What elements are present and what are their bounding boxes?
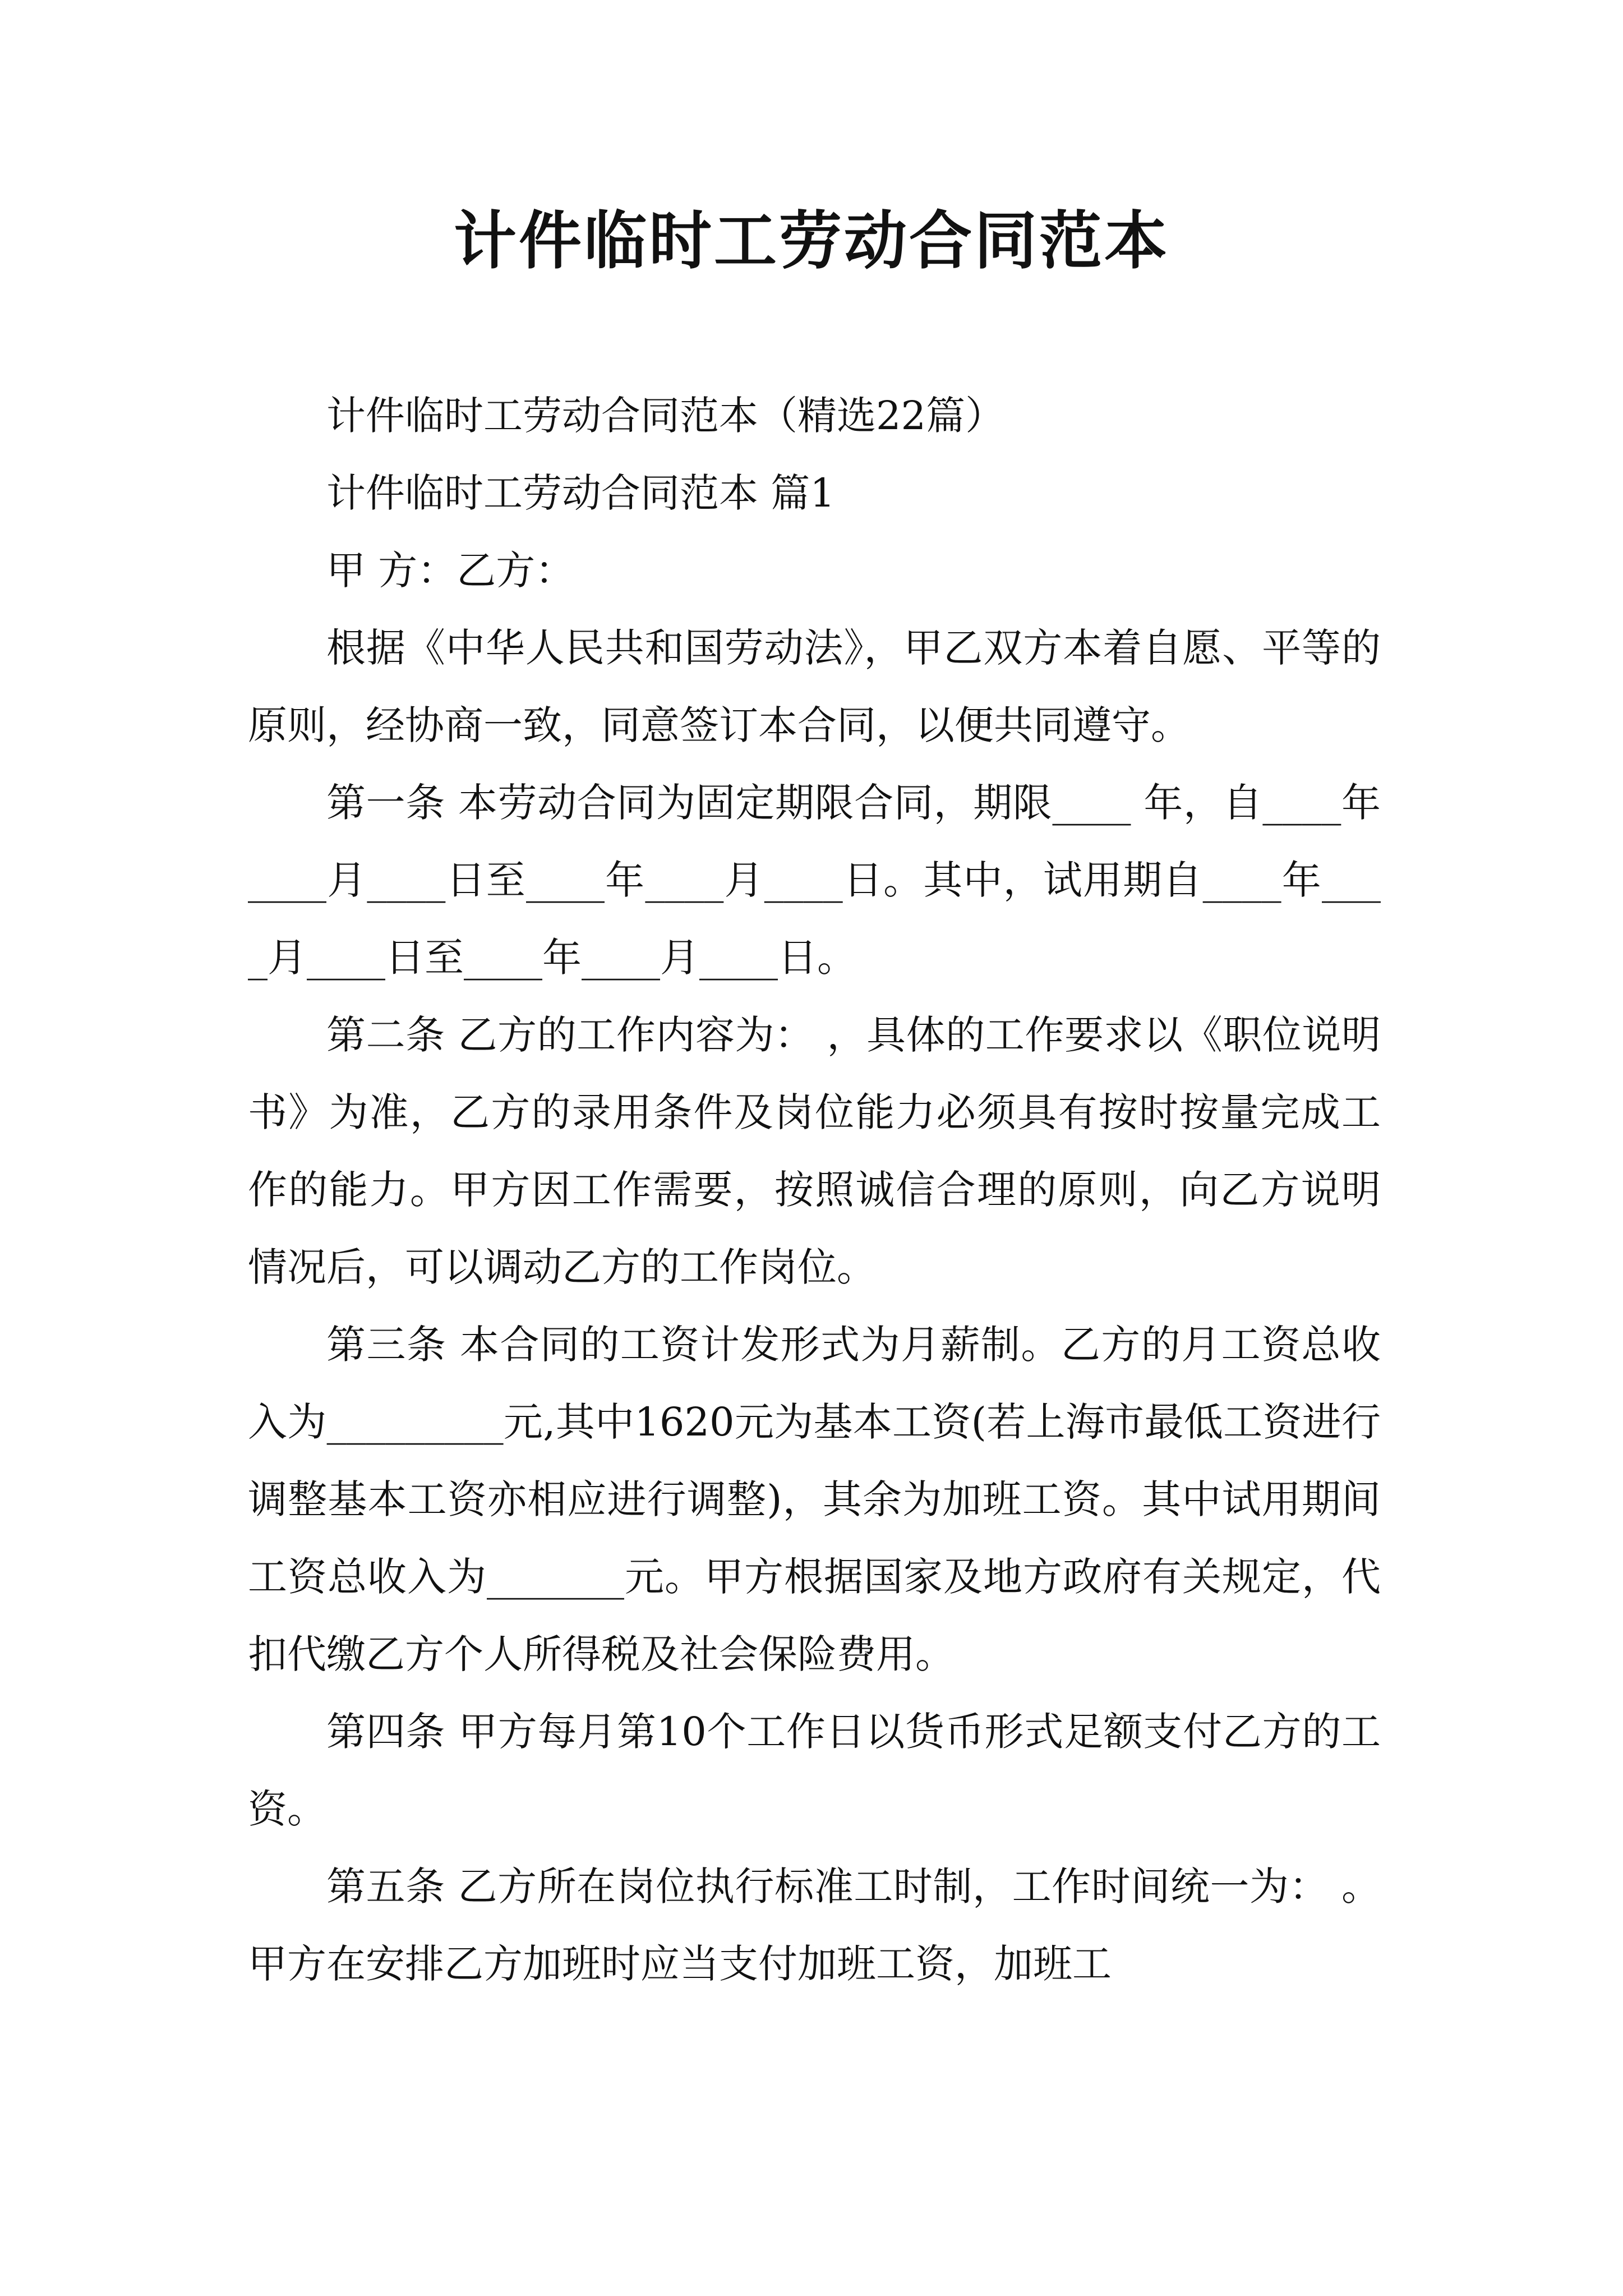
- article-1: 第一条 本劳动合同为固定期限合同，期限____ 年，自____年____月____日至____年____月____日。其中，试用期自____年____月____日至____年____月____日。: [248, 780, 1381, 981]
- section-heading: 计件临时工劳动合同范本 篇1: [326, 470, 835, 516]
- article-3: 第三条 本合同的工资计发形式为月薪制。乙方的月工资总收入为_________元,其中1620元为基本工资(若上海市最低工资进行调整基本工资亦相应进行调整)，其余为加班工资。其中试用期间工资总收入为_______元。甲方根据国家及地方政府有关规定，代扣代缴乙方个人所得税及社会保险费用。: [248, 1322, 1381, 1677]
- subtitle-paragraph: 计件临时工劳动合同范本（精选22篇）: [326, 393, 1005, 439]
- document-title: 计件临时工劳动合同范本: [454, 204, 1169, 278]
- article-4: 第四条 甲方每月第10个工作日以货币形式足额支付乙方的工资。: [248, 1709, 1381, 1832]
- document-body: [248, 377, 1381, 2003]
- parties-line: 甲 方：乙方：: [326, 547, 575, 593]
- article-5: 第五条 乙方所在岗位执行标准工时制，工作时间统一为： 。甲方在安排乙方加班时应当支付加班工资，加班工: [248, 1864, 1381, 1987]
- preamble-paragraph: 根据《中华人民共和国劳动法》，甲乙双方本着自愿、平等的原则，经协商一致，同意签订本合同，以便共同遵守。: [248, 625, 1381, 748]
- article-2: 第二条 乙方的工作内容为： ，具体的工作要求以《职位说明书》为准，乙方的录用条件及岗位能力必须具有按时按量完成工作的能力。甲方因工作需要，按照诚信合理的原则，向乙方说明情况后，可以调动乙方的工作岗位。: [248, 1012, 1381, 1290]
